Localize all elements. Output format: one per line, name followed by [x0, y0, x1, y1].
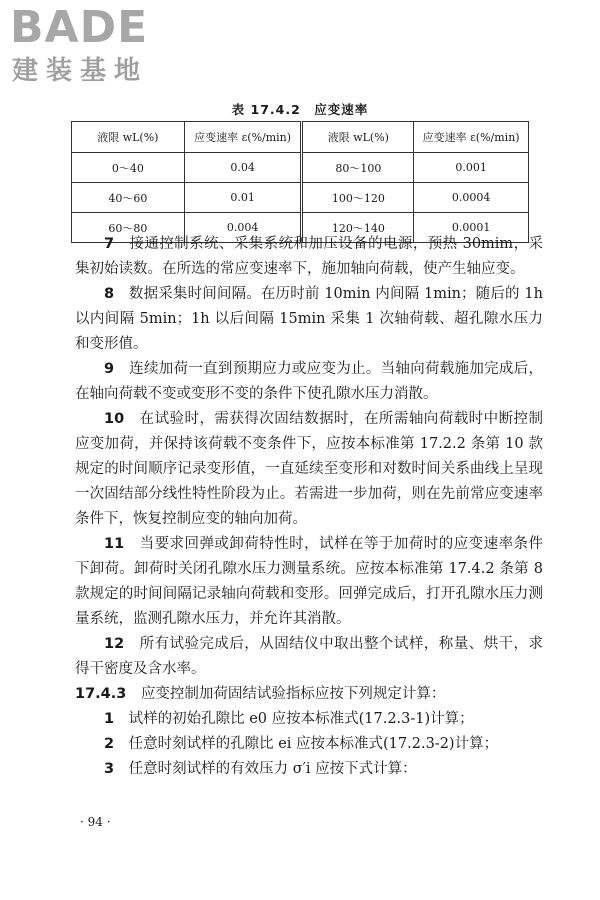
logo-word: BADE	[10, 2, 149, 53]
table-cell: 0～40	[72, 153, 185, 183]
paragraph-text: 数据采集时间间隔。在历时前 10min 内间隔 1min；随后的 1h 以内间隔 5min；1h 以后间隔 15min 采集 1 次轴荷载、超孔隙水压力和变形值。	[75, 286, 543, 352]
table-cell: 0.04	[184, 153, 302, 183]
header-liquid-limit-1: 液限 wL(%)	[72, 122, 185, 153]
item-1	[75, 707, 543, 732]
item-text: 任意时刻试样的孔隙比 ei 应按本标准式(17.2.3-2)计算；	[128, 736, 499, 752]
paragraph-text: 当要求回弹或卸荷特性时，试样在等于加荷时的应变速率条件下卸荷。卸荷时关闭孔隙水压力测量系统。应按本标准第 17.4.2 条第 8 款规定的时间间隔记录轴向荷载和变形。回弹完成后，打开孔隙水压力测量系统，监测孔隙水压力，并允许其消散。	[75, 536, 544, 627]
table-cell: 0.004	[184, 213, 302, 243]
paragraph-7	[75, 232, 543, 282]
paragraph-text: 所有试验完成后，从固结仪中取出整个试样，称量、烘干，求得干密度及含水率。	[75, 636, 544, 677]
table-cell: 0.001	[414, 153, 529, 183]
paragraph-text: 接通控制系统、采集系统和加压设备的电源，预热 30mim，采集初始读数。在所选的常应变速率下，施加轴向荷载，使产生轴应变。	[75, 236, 544, 277]
table-cell: 120～140	[302, 213, 414, 243]
paragraph-text: 连续加荷一直到预期应力或应变为止。当轴向荷载施加完成后，在轴向荷载不变或变形不变的条件下使孔隙水压力消散。	[75, 361, 544, 402]
paragraph-text: 在试验时，需获得次固结数据时，在所需轴向荷载时中断控制应变加荷，并保持该荷载不变条件下，应按本标准第 17.2.2 条第 10 款规定的时间顺序记录变形值，一直延续至变形和对数时间关系曲线上呈现一次固结部分线性特性阶段为止。若需进一步加荷，则在先前常应变速率条件下，恢复控制应变的轴向加荷。	[75, 411, 544, 527]
table-header-row	[72, 122, 529, 153]
paragraph-8	[75, 282, 543, 357]
paragraph-number: 9	[104, 361, 115, 377]
table-row	[72, 153, 529, 183]
paragraph-number: 7	[104, 236, 115, 252]
section-text: 应变控制加荷固结试验指标应按下列规定计算：	[140, 686, 446, 702]
table-cell: 40～60	[72, 183, 185, 213]
table-cell: 0.01	[184, 183, 302, 213]
item-text: 试样的初始孔隙比 e0 应按本标准式(17.2.3-1)计算；	[128, 711, 474, 727]
header-liquid-limit-2: 液限 wL(%)	[302, 122, 414, 153]
bade-logo	[10, 2, 180, 88]
logo-subtitle: 建装基地	[12, 56, 149, 86]
paragraph-number: 8	[104, 286, 115, 302]
header-strain-rate-2: 应变速率 ε(%/min)	[414, 122, 529, 153]
section-number: 17.4.3	[75, 686, 127, 702]
item-number: 2	[104, 736, 115, 752]
table-cell: 0.0001	[414, 213, 529, 243]
table-cell: 80～100	[302, 153, 414, 183]
paragraph-number: 12	[104, 636, 125, 652]
page-number: · 94 ·	[80, 815, 111, 829]
item-text: 任意时刻试样的有效压力 σ′i 应按下式计算：	[128, 761, 417, 777]
paragraph-10	[75, 407, 543, 532]
item-number: 1	[104, 711, 115, 727]
paragraph-9	[75, 357, 543, 407]
paragraph-12	[75, 632, 543, 682]
item-3	[75, 757, 543, 782]
table-cell: 0.0004	[414, 183, 529, 213]
paragraph-number: 11	[104, 536, 125, 552]
table-row	[72, 183, 529, 213]
item-number: 3	[104, 761, 115, 777]
table-cell: 60～80	[72, 213, 185, 243]
table-title: 表 17.4.2 应变速率	[231, 102, 369, 117]
section-17-4-3	[75, 682, 543, 707]
body-text	[75, 232, 543, 782]
table-cell: 100～120	[302, 183, 414, 213]
paragraph-11	[75, 532, 543, 632]
strain-rate-table	[71, 121, 529, 243]
header-strain-rate-1: 应变速率 ε(%/min)	[184, 122, 302, 153]
paragraph-number: 10	[104, 411, 125, 427]
item-2	[75, 732, 543, 757]
